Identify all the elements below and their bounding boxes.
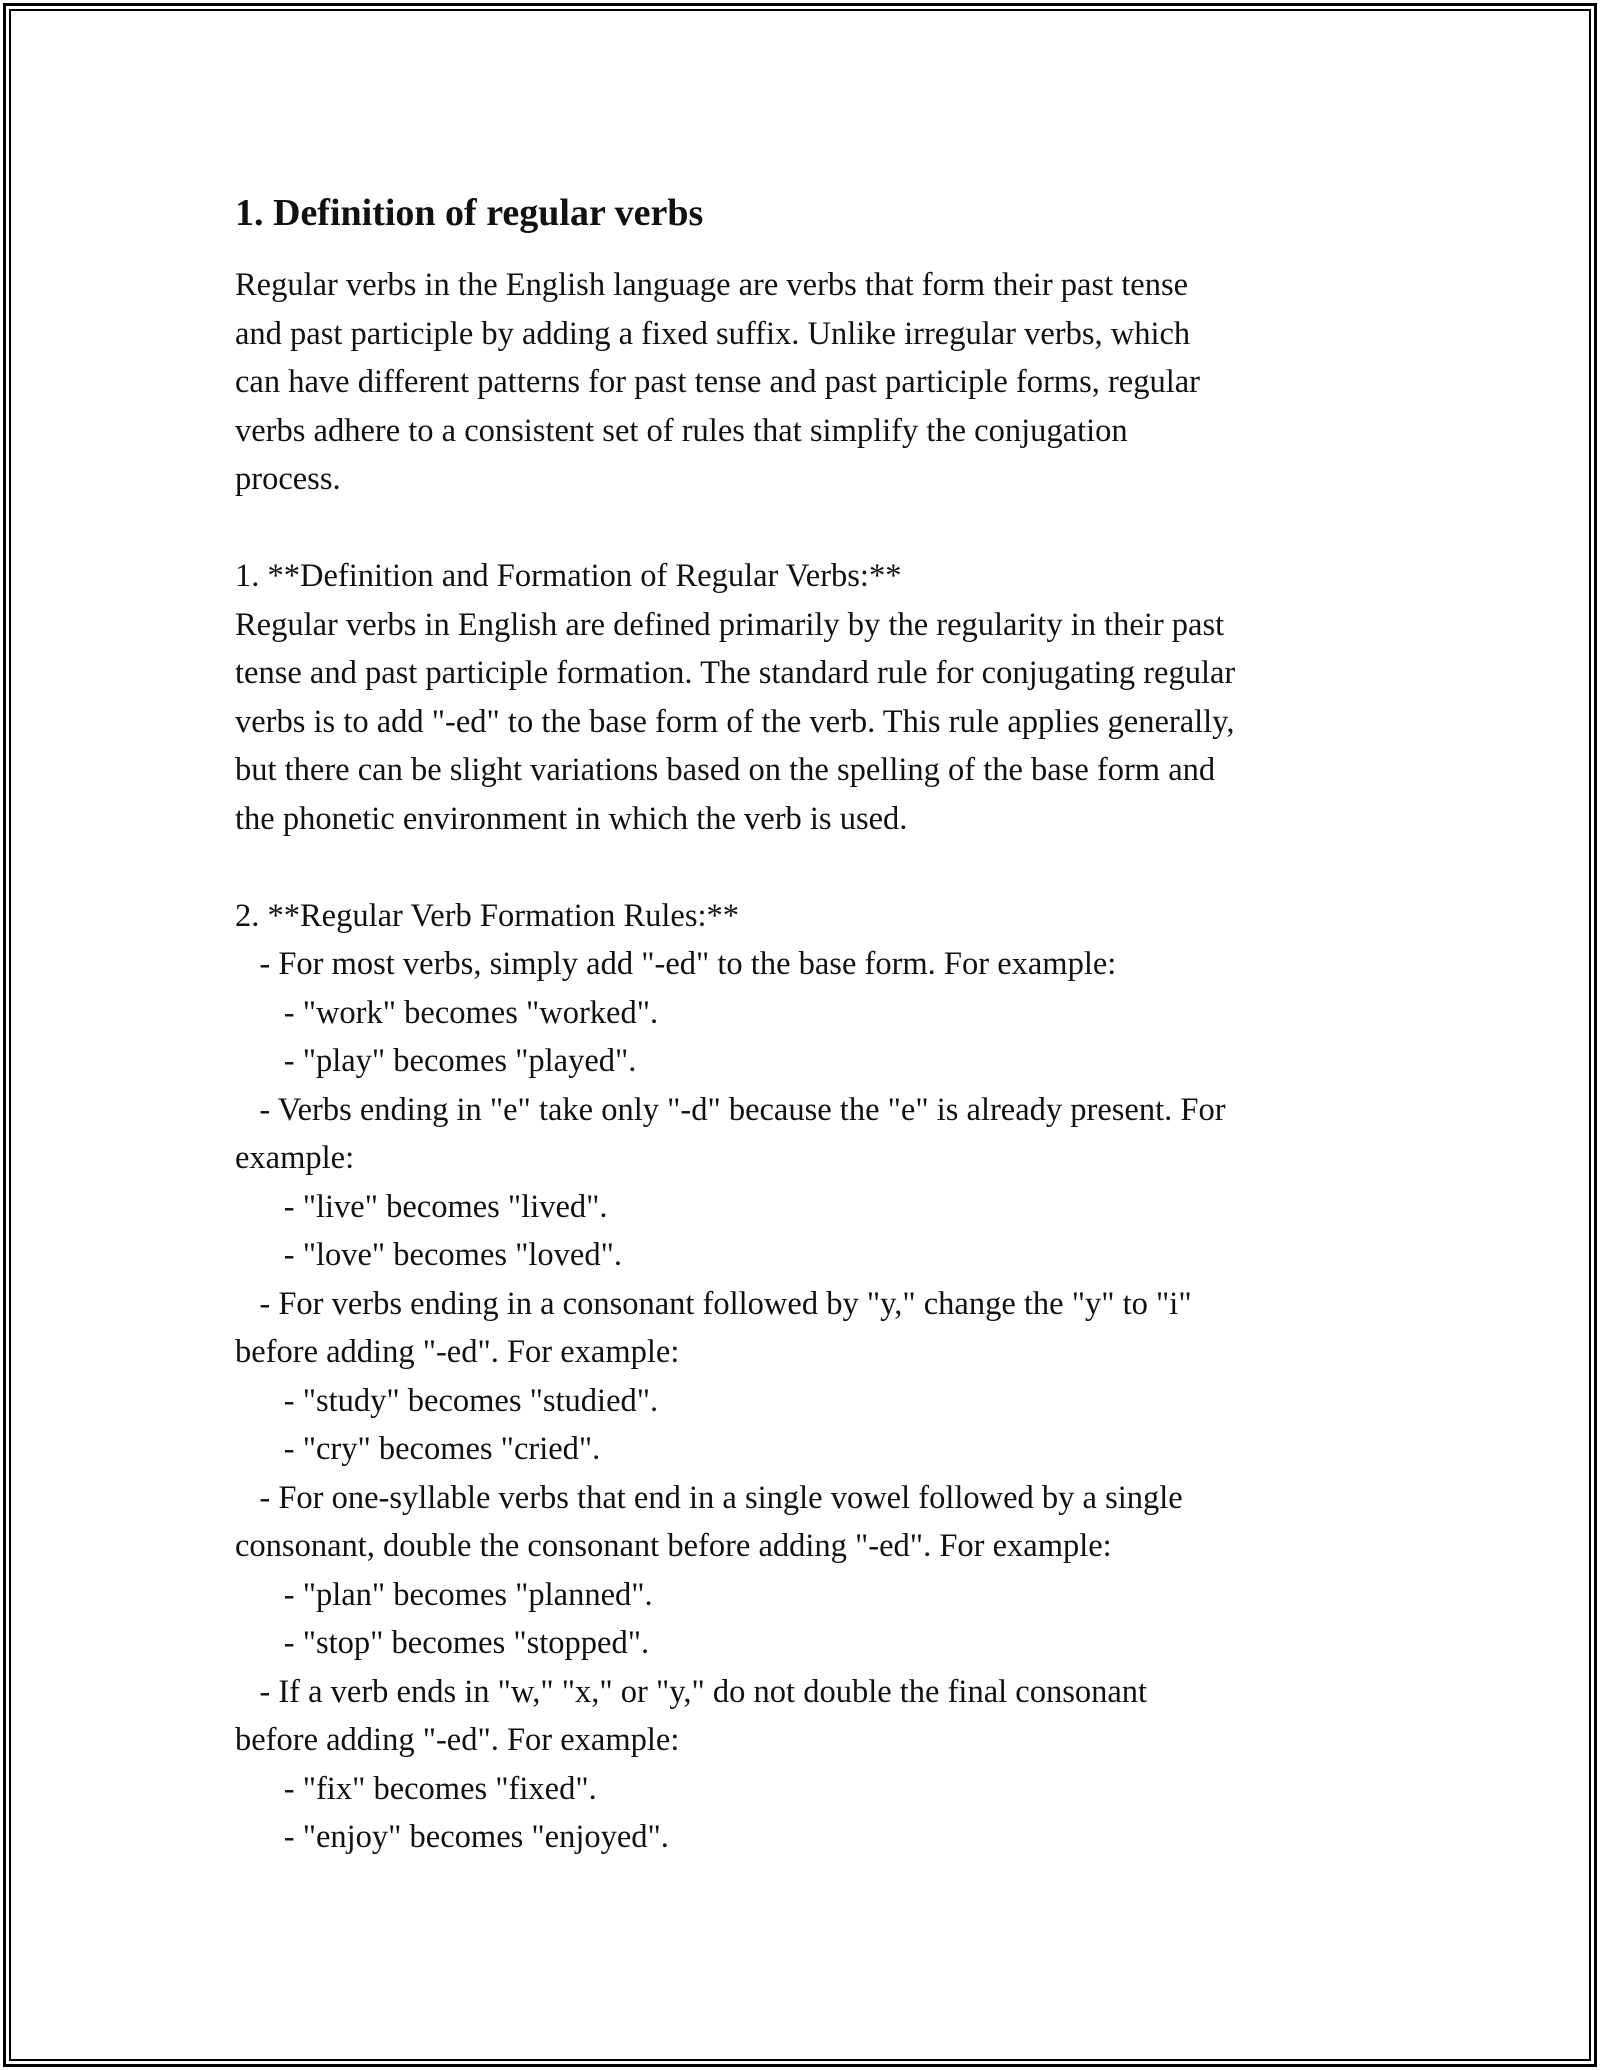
rule-example: - "enjoy" becomes "enjoyed". [235,1819,669,1855]
rule-example: - "plan" becomes "planned". [235,1576,653,1613]
rule-item [235,940,1385,1086]
rule-item [235,1280,1385,1474]
paragraph-spacer [235,843,1385,892]
rule-item [235,1474,1385,1668]
rule-example: - "study" becomes "studied". [235,1382,659,1419]
document-body [235,185,1385,1862]
rule-example: - "love" becomes "loved". [235,1237,623,1273]
rule-example: - "live" becomes "lived". [235,1188,608,1225]
rule-text: - For most verbs, simply add "-ed" to the base form. For example: [235,946,1117,982]
rule-text: - Verbs ending in "e" take only "-d" because the "e" is already present. For example: [235,1091,1226,1176]
intro-paragraph: Regular verbs in the English language are verbs that form their past tense and past participle by adding a fixed suffix. Unlike irregular verbs, which can have different patterns for past tense and past participle forms, regular verbs adhere to a consistent set of rules that simplify the conjugation process. [235,267,1200,497]
rule-text: - If a verb ends in "w," "x," or "y," do not double the final consonant before adding "-ed". For example: [235,1673,1148,1758]
rule-text: - For verbs ending in a consonant followed by "y," change the "y" to "i" before adding "-ed". For example: [235,1285,1192,1370]
rule-item [235,1668,1385,1862]
rules-title: 2. **Regular Verb Formation Rules:** [235,897,740,934]
section-heading: 1. Definition of regular verbs [235,192,704,234]
rule-example: - "cry" becomes "cried". [235,1431,601,1467]
definition-title: 1. **Definition and Formation of Regular Verbs:** [235,558,902,594]
rule-example: - "play" becomes "played". [235,1043,637,1079]
paragraph-spacer [235,504,1385,553]
rule-example: - "work" becomes "worked". [235,994,659,1031]
definition-body: Regular verbs in English are defined primarily by the regularity in their past tense and past participle formation. The standard rule for conjugating regular verbs is to add "-ed" to the base form of the verb. This rule applies generally, but there can be slight variations based on the spelling of the base form and the phonetic environment in which the verb is used. [235,606,1236,837]
rule-example: - "stop" becomes "stopped". [235,1625,650,1661]
rule-text: - For one-syllable verbs that end in a single vowel followed by a single consonant, double the consonant before adding "-ed". For example: [235,1479,1183,1564]
rule-item [235,1086,1385,1280]
rule-example: - "fix" becomes "fixed". [235,1770,597,1807]
